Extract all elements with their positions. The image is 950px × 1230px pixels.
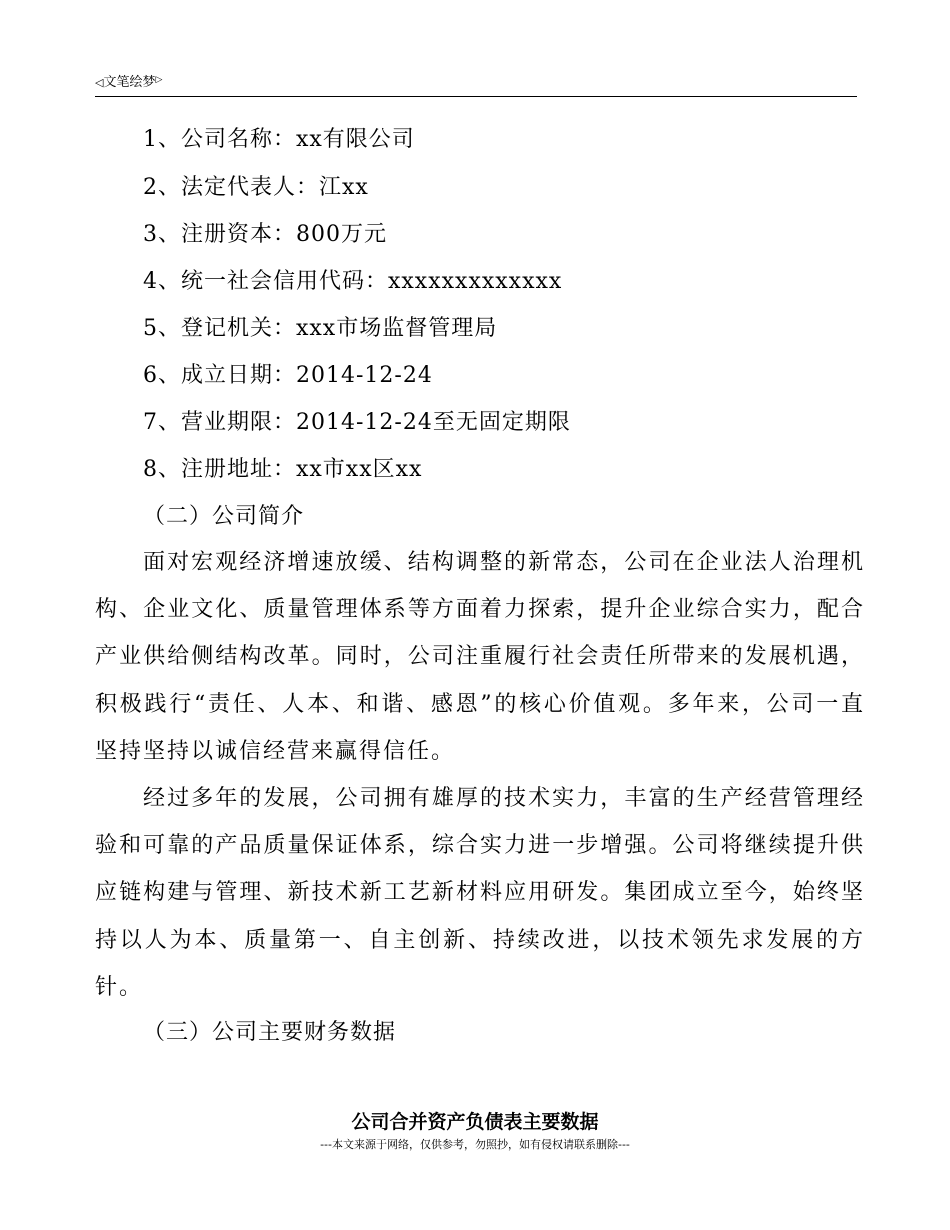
balance-sheet-title: 公司合并资产负债表主要数据 — [351, 1111, 599, 1133]
header-title: 文笔绘梦 — [103, 75, 156, 90]
left-triangle-icon: ◁ — [95, 76, 104, 89]
business-term-item: 7、营业期限：2014-12-24至无固定期限 — [143, 410, 571, 435]
right-triangle-icon: ▷ — [155, 75, 163, 85]
registration-authority-item: 5、登记机关：xxx市场监督管理局 — [143, 316, 498, 341]
credit-code-item: 4、统一社会信用代码：xxxxxxxxxxxxx — [143, 269, 563, 294]
establishment-date-item: 6、成立日期：2014-12-24 — [143, 363, 433, 388]
section-company-profile-heading: （二）公司简介 — [143, 504, 305, 529]
registered-capital-item: 3、注册资本：800万元 — [143, 222, 387, 247]
registered-address-item: 8、注册地址：xx市xx区xx — [143, 457, 423, 482]
footer-disclaimer: ---本文来源于网络，仅供参考，勿照抄，如有侵权请联系删除--- — [320, 1138, 630, 1151]
company-profile-paragraph-2: 经过多年的发展，公司拥有雄厚的技术实力，丰富的生产经营管理经验和可靠的产品质量保证体系，综合实力进一步增强。公司将继续提升供应链构建与管理、新技术新工艺新材料应用研发。集团成立至今，始终坚持以人为本、质量第一、自主创新、持续改进，以技术领先求发展的方针。 — [95, 786, 865, 1000]
section-financial-data-heading: （三）公司主要财务数据 — [143, 1020, 397, 1045]
company-name-item: 1、公司名称：xx有限公司 — [143, 127, 415, 152]
legal-representative-item: 2、法定代表人：江xx — [143, 175, 369, 200]
company-profile-paragraph-1: 面对宏观经济增速放缓、结构调整的新常态，公司在企业法人治理机构、企业文化、质量管理体系等方面着力探索，提升企业综合实力，配合产业供给侧结构改革。同时，公司注重履行社会责任所带来的发展机遇，积极践行“责任、人本、和谐、感恩”的核心价值观。多年来，公司一直坚持坚持以诚信经营来赢得信任。 — [95, 550, 865, 764]
page-header — [95, 74, 857, 97]
